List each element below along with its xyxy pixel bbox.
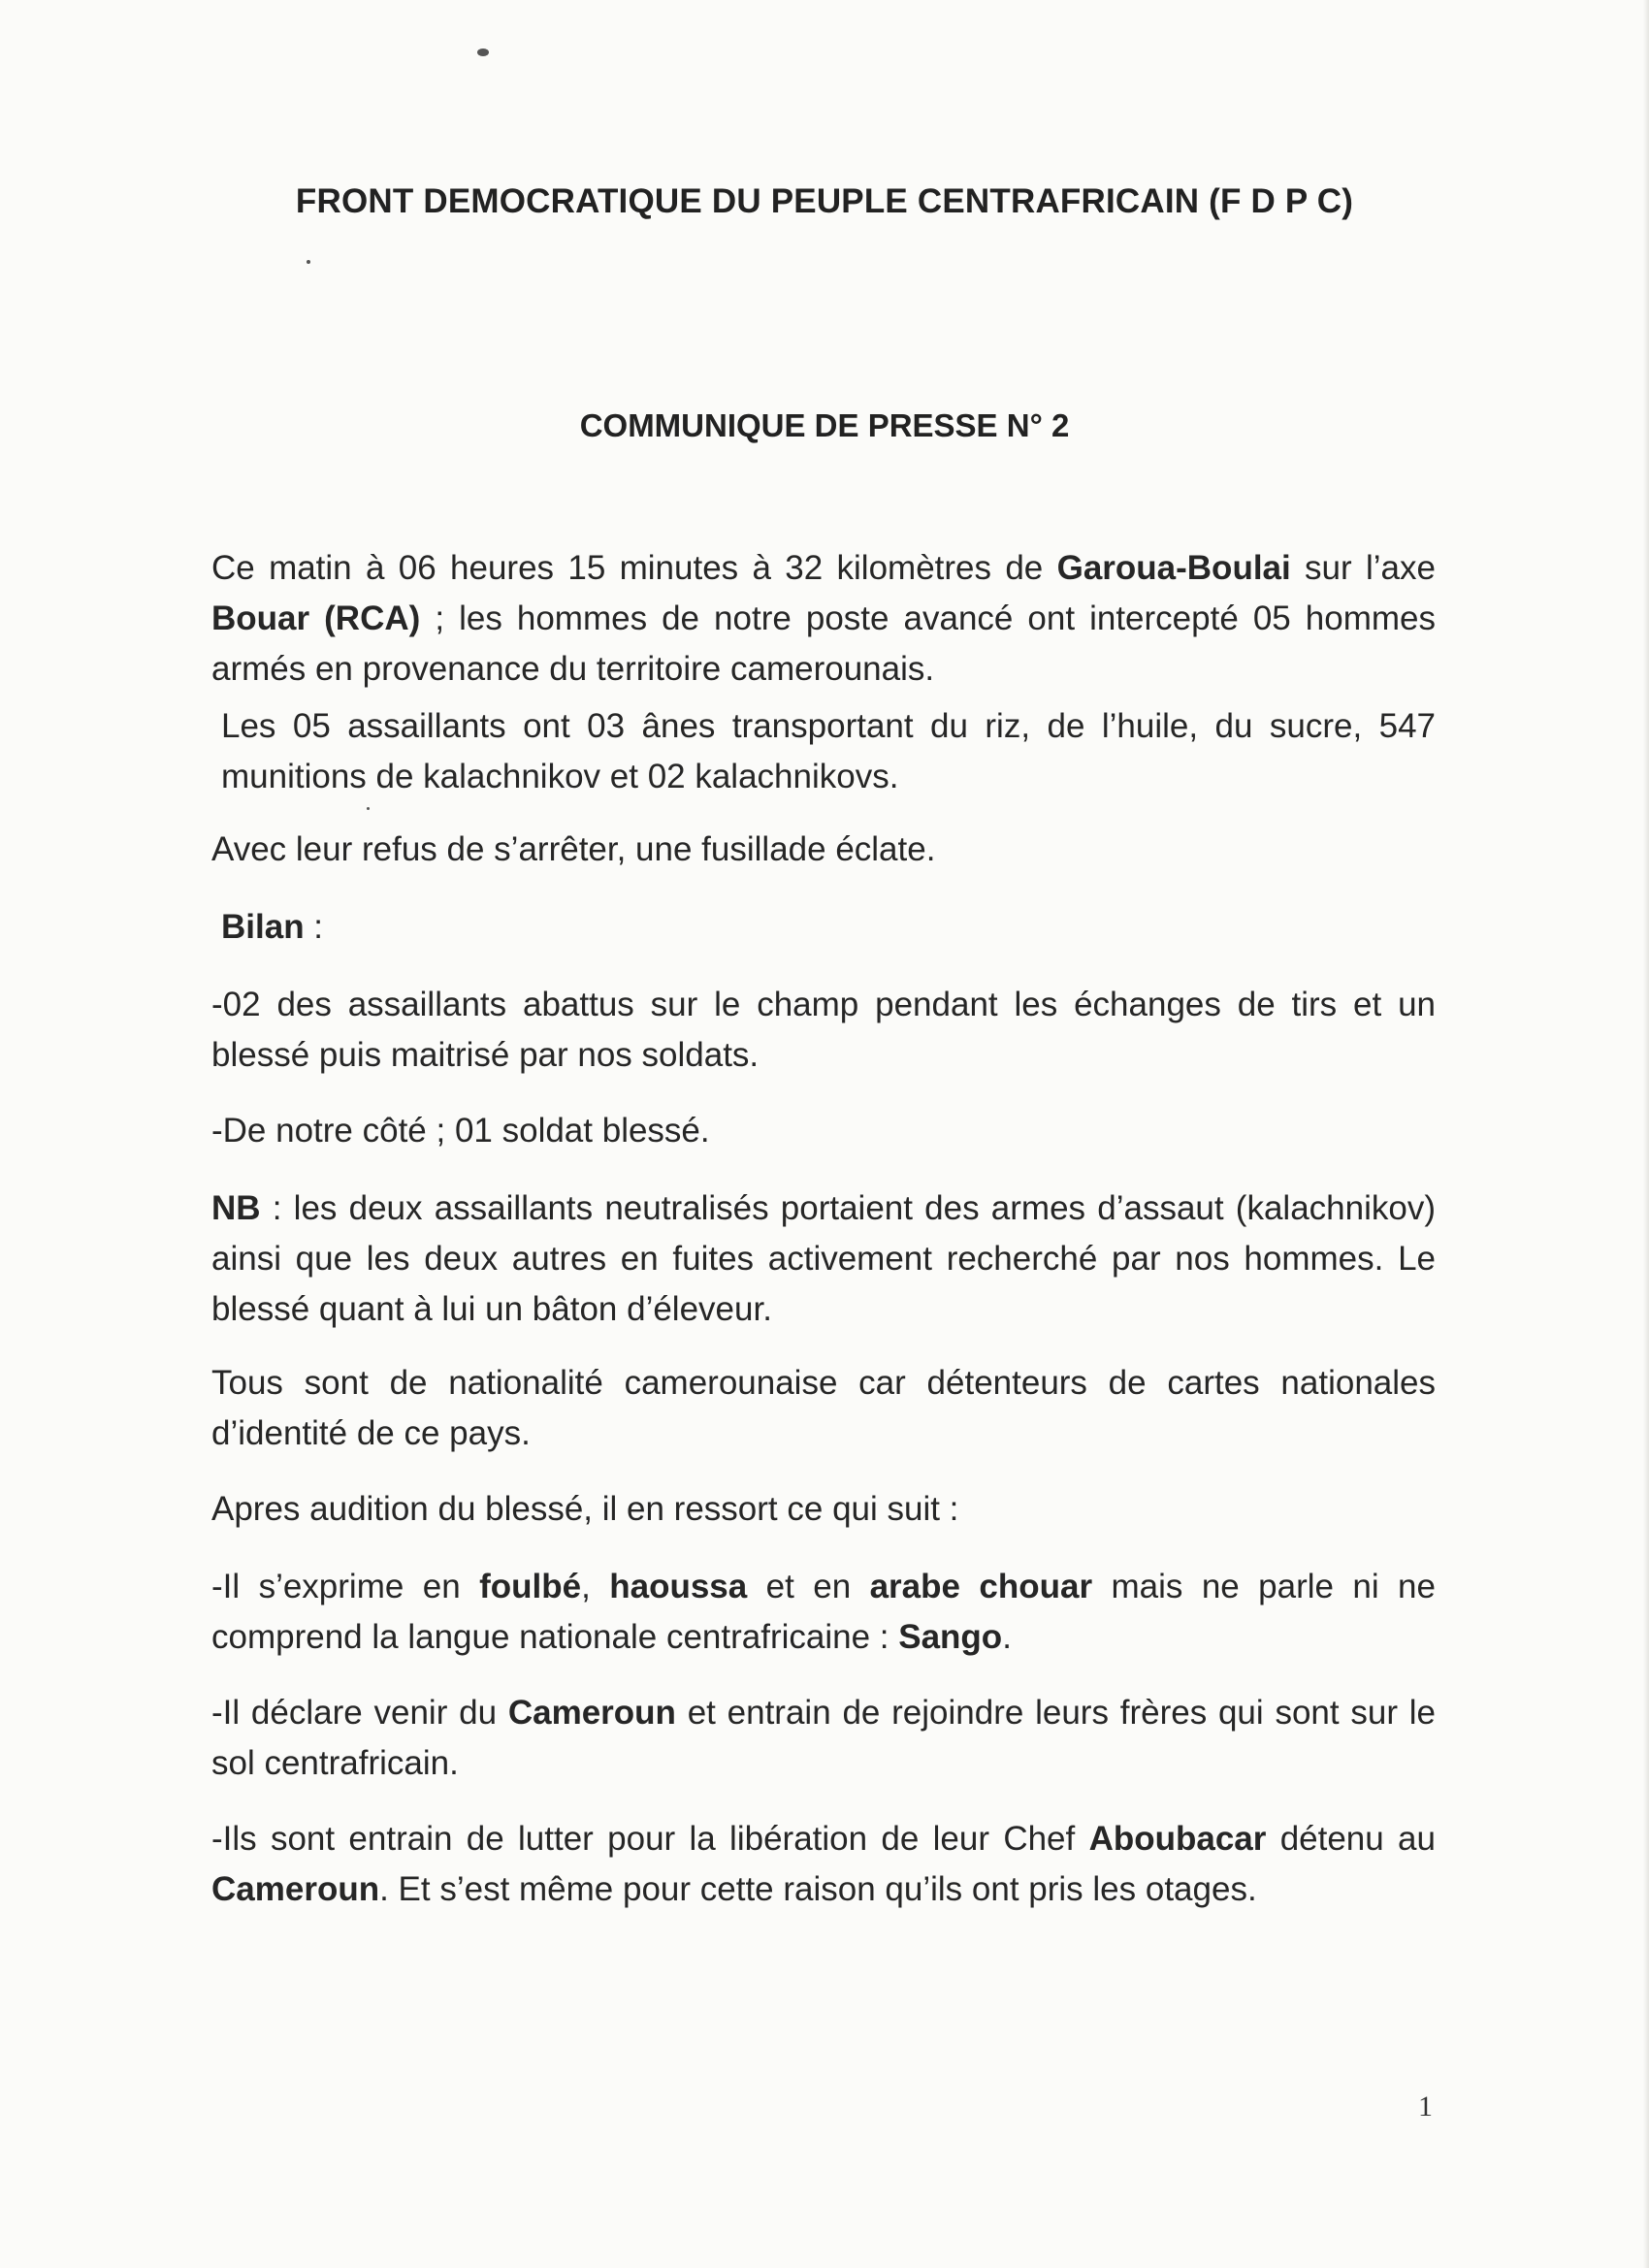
- scan-speck: [367, 807, 370, 810]
- paragraph-origin-wrap: [211, 1688, 1436, 1789]
- paragraph-languages-wrap: [211, 1562, 1436, 1663]
- language-haoussa: haoussa: [609, 1568, 748, 1605]
- scan-speck: [307, 260, 310, 264]
- text-segment: ; les hommes de notre poste avancé ont intercepté 05 hommes armés en provenance du territoire camerounais.: [211, 599, 1436, 688]
- text-segment: sur l’axe: [1290, 549, 1436, 587]
- paragraph-audition-wrap: [211, 1484, 1436, 1535]
- country-cameroun: Cameroun: [507, 1694, 676, 1732]
- text-segment: détenu au: [1266, 1820, 1436, 1858]
- paragraph-interception: [211, 543, 1436, 695]
- text-segment: et entrain de rejoindre leurs frères qui sont sur le sol centrafricain.: [211, 1694, 1436, 1782]
- paragraph-audition: Apres audition du blessé, il en ressort ce qui suit :: [211, 1490, 959, 1528]
- text-segment: : les deux assaillants neutralisés portaient des armes d’assaut (kalachnikov) ainsi que les deux autres en fuites activement recherché par nos hommes. Le blessé quant à lui un bâton d’éleveur.: [211, 1189, 1436, 1328]
- text-segment: .: [1002, 1618, 1012, 1656]
- paragraph-motive-wrap: [211, 1814, 1436, 1915]
- language-sango: Sango: [898, 1618, 1003, 1656]
- page-number: 1: [1418, 2090, 1433, 2122]
- person-aboubacar: Aboubacar: [1088, 1820, 1267, 1858]
- paragraph-casualties-wrap: [211, 980, 1436, 1081]
- nb-label: NB: [211, 1189, 261, 1227]
- text-segment: -Il s’exprime en: [211, 1568, 480, 1605]
- paragraph-languages: [211, 1562, 1436, 1663]
- paragraph-cargo-wrap: [211, 701, 1436, 802]
- paragraph-own-side: -De notre côté ; 01 soldat blessé.: [211, 1112, 710, 1150]
- text-segment: mais ne parle ni ne comprend la langue nationale centrafricaine :: [211, 1568, 1436, 1656]
- text-segment: -Ils sont entrain de lutter pour la libération de leur Chef: [211, 1820, 1089, 1858]
- scan-page-edge: [1643, 0, 1649, 2268]
- paragraph-motive: [211, 1814, 1436, 1915]
- text-segment: Ce matin à 06 heures 15 minutes à 32 kilomètres de: [211, 549, 1057, 587]
- country-cameroun: Cameroun: [211, 1870, 380, 1908]
- paragraph-own-side-wrap: [211, 1106, 1436, 1156]
- paragraph-casualties: -02 des assaillants abattus sur le champ pendant les échanges de tirs et un blessé puis maitrisé par nos soldats.: [211, 986, 1436, 1074]
- paragraph-cargo: Les 05 assaillants ont 03 ânes transportant du riz, de l’huile, du sucre, 547 munitions de kalachnikov et 02 kalachnikovs.: [221, 707, 1436, 795]
- text-segment: :: [304, 908, 324, 946]
- text-segment: ,: [581, 1568, 610, 1605]
- organization-title: FRONT DEMOCRATIQUE DU PEUPLE CENTRAFRICAIN (F D P C): [295, 182, 1354, 220]
- bilan-heading-wrap: [211, 902, 1436, 953]
- text-segment: et en: [747, 1568, 870, 1605]
- paragraph-firefight-wrap: [211, 825, 1436, 875]
- language-foulbe: foulbé: [479, 1568, 582, 1605]
- paragraph-nb-wrap: [211, 1183, 1436, 1335]
- paragraph-nationality: Tous sont de nationalité camerounaise car détenteurs de cartes nationales d’identité de ce pays.: [211, 1364, 1436, 1452]
- paragraph-firefight: Avec leur refus de s’arrêter, une fusillade éclate.: [211, 830, 936, 868]
- bilan-heading: [211, 902, 1436, 953]
- paragraph-nb: [211, 1183, 1436, 1335]
- paragraph-nationality-wrap: [211, 1358, 1436, 1459]
- location-garoua-boulai: Garoua-Boulai: [1056, 549, 1291, 587]
- bilan-label: Bilan: [221, 908, 305, 946]
- location-bouar: Bouar (RCA): [211, 599, 421, 637]
- text-segment: . Et s’est même pour cette raison qu’ils ont pris les otages.: [379, 1870, 1257, 1908]
- paragraph-origin: [211, 1688, 1436, 1789]
- press-release-title: COMMUNIQUE DE PRESSE N° 2: [579, 407, 1070, 443]
- press-release-body: [211, 543, 1436, 695]
- text-segment: -Il déclare venir du: [211, 1694, 508, 1732]
- scan-speck: [477, 49, 489, 56]
- language-arabe-chouar: arabe chouar: [869, 1568, 1093, 1605]
